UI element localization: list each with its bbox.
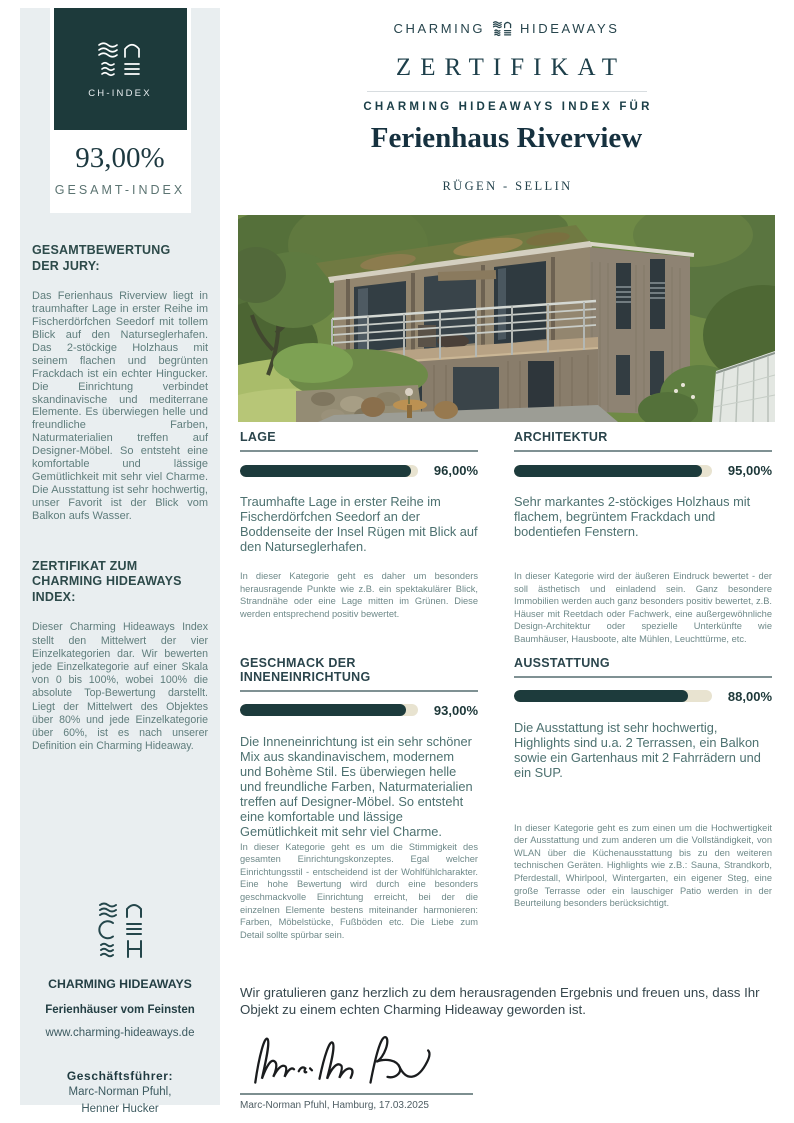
- category-title: AUSSTATTUNG: [514, 656, 772, 678]
- signature-divider: [240, 1093, 473, 1095]
- category-note: In dieser Kategorie geht es daher um besonders herausragende Punkte wie z.B. ein spektakulärer Blick, Strandnähe oder eine Lage mitten im Grünen. Diese werden entsprechend positiv bewertet.: [240, 571, 478, 619]
- property-name: Ferienhaus Riverview: [370, 122, 643, 154]
- ch-index-label: CH-INDEX: [88, 88, 152, 99]
- footer-tagline: Ferienhäuser vom Feinsten: [45, 1004, 195, 1016]
- brand-word-left: CHARMING: [393, 21, 486, 36]
- footer-logo-icon: [94, 900, 146, 958]
- score-bar: [240, 703, 478, 718]
- index-card: [50, 8, 191, 213]
- signature-caption: Marc-Norman Pfuhl, Hamburg, 17.03.2025: [240, 1100, 429, 1111]
- category-architektur: [514, 430, 772, 646]
- jury-section: [20, 243, 220, 523]
- gesamt-index-label: GESAMT-INDEX: [54, 183, 186, 197]
- score-bar-fill: [240, 704, 406, 716]
- main-content: [238, 0, 775, 1111]
- ch-index-badge: [54, 8, 187, 130]
- property-photo: [238, 215, 775, 422]
- title-divider: [367, 91, 647, 92]
- score-value: 96,00%: [433, 463, 478, 478]
- category-lage: [240, 430, 478, 646]
- category-title: ARCHITEKTUR: [514, 430, 772, 452]
- certificate-info-heading: ZERTIFIKAT ZUM CHARMING HIDEAWAYS INDEX:: [32, 558, 182, 604]
- signature-image: [240, 1024, 450, 1092]
- category-note: In dieser Kategorie geht es zum einen um die Hochwertigkeit der Ausstattung und zum anderen um die Vollständigkeit, von WLAN über die Küchenausstattung bis zu den weiteren technischen Geräten. Highlights wie z.B.: Sauna, Strandkorb, Pferdestall, Whirlpool, Wintergarten, ein eigener Steg, eine große Terrasse oder ein lauschiger Patio werden in der Beurteilung besonders berücksichtigt.: [514, 822, 772, 909]
- jury-body: Das Ferienhaus Riverview liegt in traumhafter Lage in erster Reihe im Fischerdörfchen Seedorf mit tollem Blick auf den Naturseglerhafen. Das 2-stöckige Holzhaus mit seinem flachen und begrünten Frackdach ist ein echter Hingucker. Die Einrichtung verbindet skandinavische und mediterrane Elemente. Es überwiegen helle und freundliche Farben, Naturmaterialien treffen auf Designer-Möbel. So entsteht eine komfortable und lässige Gemütlichkeit mit sehr viel Charme. Die Ausstattung ist sehr hochwertig, unser Favorit ist der Blick vom Balkon aufs Wasser.: [32, 290, 208, 522]
- score-bar: [240, 463, 478, 478]
- footer-brand: CHARMING HIDEAWAYS: [48, 977, 192, 991]
- category-grid: [240, 430, 772, 941]
- certificate-subtitle: CHARMING HIDEAWAYS INDEX FÜR: [363, 101, 653, 113]
- score-bar-track: [514, 465, 712, 477]
- category-title: GESCHMACK DER INNENEINRICHTUNG: [240, 656, 478, 692]
- score-bar-fill: [514, 465, 702, 477]
- score-value: 88,00%: [727, 688, 772, 704]
- score-bar-fill: [240, 465, 411, 477]
- category-note: In dieser Kategorie wird der äußeren Eindruck bewertet - der soll ästhetisch und einladend sein. Ganz besondere Immobilien werden auch ganz besonders positiv bewertet, z.B. Häuser mit Reetdach oder Fachwerk, eine außergewöhnliche Design-Architektur oder spezielle Unterkünfte wie Baumhäuser, Hausboote, alte Mühlen, Leuchttürme, etc.: [514, 571, 772, 644]
- sidebar-footer: [20, 900, 220, 1117]
- closing-section: [240, 984, 775, 1111]
- score-bar-track: [514, 690, 712, 702]
- category-ausstattung: [514, 656, 772, 942]
- brand-wordmark: [238, 20, 775, 37]
- brand-mark-icon: [492, 20, 513, 37]
- category-title: LAGE: [240, 430, 478, 452]
- score-bar-track: [240, 704, 418, 716]
- signature-block: [240, 1024, 473, 1111]
- management-label: Geschäftsführer:: [66, 1069, 174, 1083]
- gesamt-index-value: 93,00%: [75, 142, 165, 174]
- certificate-title: ZERTIFIKAT: [395, 54, 627, 81]
- certificate-info-body: Dieser Charming Hideaways Index stellt den Mittelwert der vier Einzelkategorien dar. Wir bewerten jede Einzelkategorie auf einer Skala von 0 bis 100%, wobei 100% die absolute Top-Bewertung darstellt. Liegt der Mittelwert des Objektes über 80% und jede Einzelkategorie über 60%, ist es nach unserer Definition ein Charming Hideaway.: [32, 621, 208, 753]
- congratulation-text: Wir gratulieren ganz herzlich zu dem herausragenden Ergebnis und freuen uns, dass Ihr Objekt zu einem echten Charming Hideaway geworden ist.: [240, 985, 760, 1017]
- score-bar-fill: [514, 690, 688, 702]
- certificate-info-section: [20, 559, 220, 754]
- ch-index-logo-icon: [96, 39, 144, 79]
- manager-name-1: Marc-Norman Pfuhl,: [68, 1086, 172, 1098]
- manager-name-2: Henner Hucker: [81, 1103, 159, 1115]
- footer-website-link[interactable]: www.charming-hideaways.de: [45, 1027, 195, 1039]
- category-description: Die Ausstattung ist sehr hochwertig, Highlights sind u.a. 2 Terrassen, ein Balkon sowie ein Gartenhaus mit 2 Fahrrädern und ein SUP.: [514, 719, 761, 780]
- category-description: Traumhafte Lage in erster Reihe im Fischerdörfchen Seedorf an der Boddenseite der Insel Rügen mit Blick auf den Naturseglerhafen.: [240, 494, 478, 554]
- score-value: 95,00%: [727, 463, 772, 478]
- score-bar: [514, 463, 772, 478]
- sidebar: [20, 8, 220, 1115]
- score-bar: [514, 689, 772, 704]
- category-note: In dieser Kategorie geht es um die Stimmigkeit des gesamten Einrichtungskonzeptes. Egal welcher Einrichtungsstil - entscheidend ist der Wohlfühlcharakter. Eine hohe Bewertung wird durch eine besonders geschmackvolle Einrichtung erreicht, bei der die einzelnen Elemente bestens miteinander harmonieren: Farben, Möbelstücke, Fußböden etc. Die Liebe zum Detail sollte spürbar sein.: [240, 841, 478, 940]
- category-geschmack: [240, 656, 478, 942]
- score-value: 93,00%: [433, 702, 478, 718]
- score-bar-track: [240, 465, 418, 477]
- certificate-header: [238, 0, 775, 194]
- category-description: Die Inneneinrichtung ist ein sehr schöner Mix aus skandinavischem, modernem und Bohème Stil. Es überwiegen helle und freundliche Farben, Naturmaterialien treffen auf Designer-Möbel. So entsteht eine komfortable und lässige Gemütlichkeit mit sehr viel Charme.: [240, 733, 473, 839]
- brand-word-right: HIDEAWAYS: [520, 21, 620, 36]
- category-description: Sehr markantes 2-stöckiges Holzhaus mit flachem, begrüntem Frackdach und bodentiefen Fenstern.: [514, 494, 751, 539]
- jury-heading: GESAMTBEWERTUNG DER JURY:: [32, 243, 171, 273]
- property-location: RÜGEN - SELLIN: [442, 179, 573, 193]
